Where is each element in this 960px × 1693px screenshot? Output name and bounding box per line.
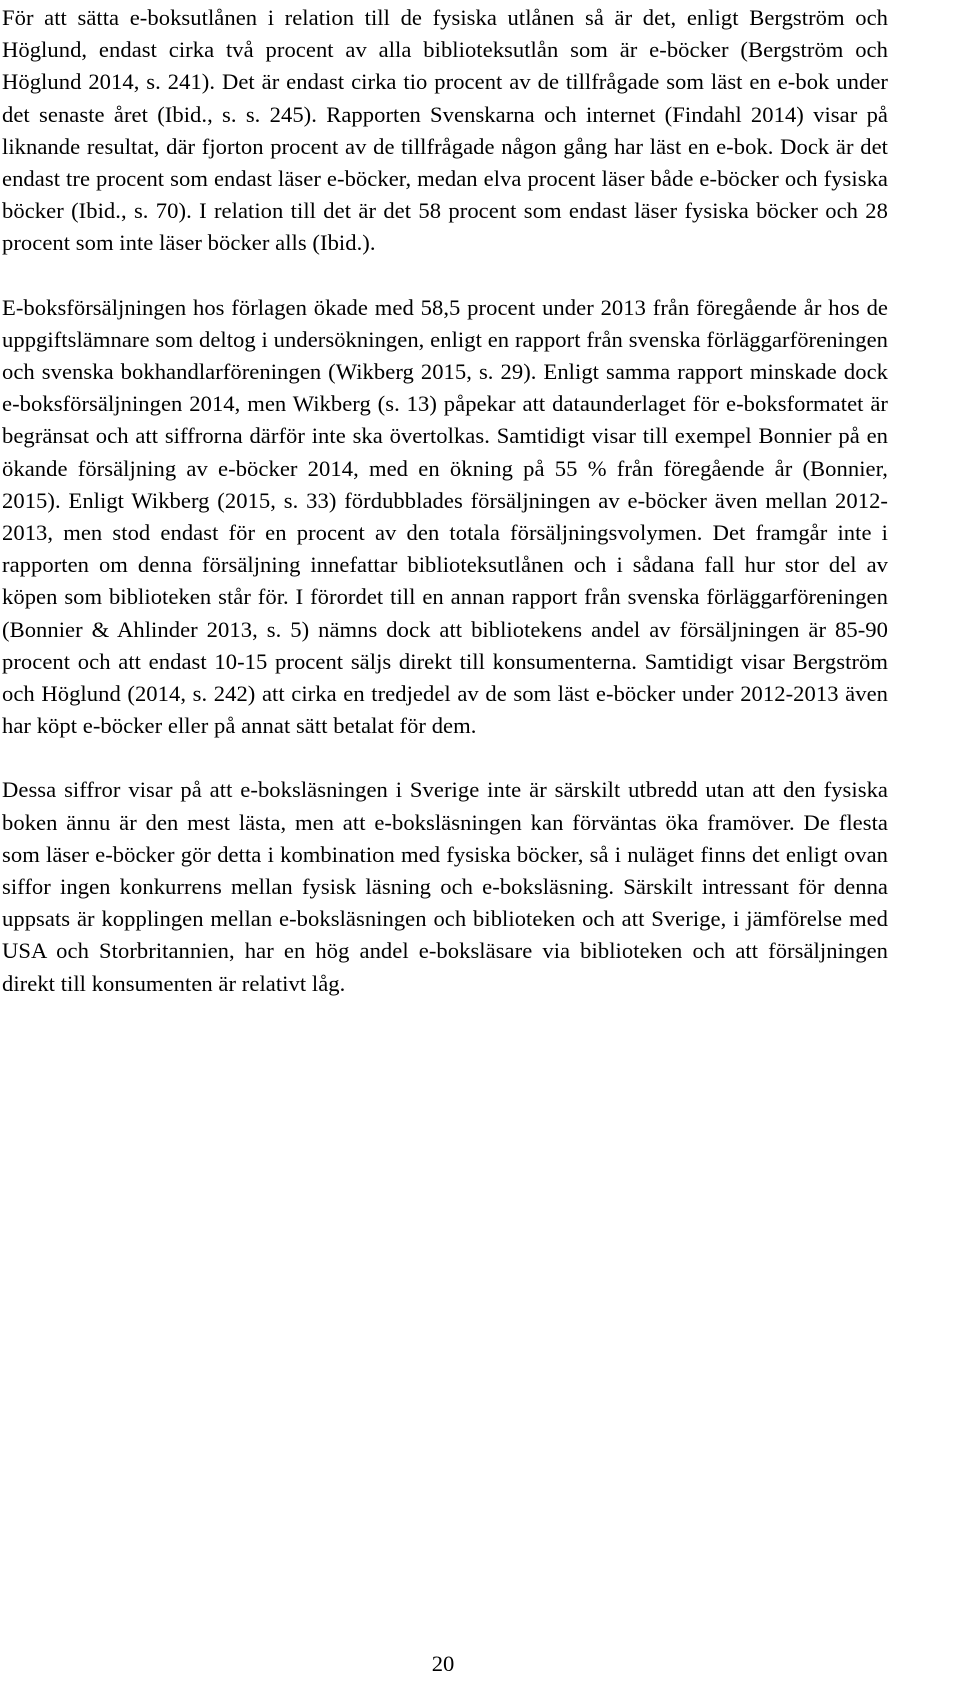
body-text [2,2,888,1000]
paragraph-ebook-lending: För att sätta e-boksutlånen i relation till de fysiska utlånen så är det, enligt Bergström och Höglund, endast cirka två procent av alla biblioteksutlån som är e-böcker (Bergström och Höglund 2014, s. 241). Det är endast cirka tio procent av de tillfrågade som läst en e-bok under det senaste året (Ibid., s. s. 245). Rapporten Svenskarna och internet (Findahl 2014) visar på liknande resultat, där fjorton procent av de tillfrågade någon gång har läst en e-bok. Dock är det endast tre procent som endast läser e-böcker, medan elva procent läser både e-böcker och fysiska böcker (Ibid., s. 70). I relation till det är det 58 procent som endast läser fysiska böcker och 28 procent som inte läser böcker alls (Ibid.). [2,5,888,256]
paragraph-ebook-sales: E-boksförsäljningen hos förlagen ökade med 58,5 procent under 2013 från föregående år hos de uppgiftslämnare som deltog i undersökningen, enligt en rapport från svenska förläggarföreningen och svenska bokhandlarföreningen (Wikberg 2015, s. 29). Enligt samma rapport minskade dock e-boksförsäljningen 2014, men Wikberg (s. 13) påpekar att dataunderlaget för e-boksformatet är begränsat och att siffrorna därför inte ska övertolkas. Samtidigt visar till exempel Bonnier på en ökande försäljning av e-böcker 2014, med en ökning på 55 % från föregående år (Bonnier, 2015). Enligt Wikberg (2015, s. 33) fördubblades försäljningen av e-böcker även mellan 2012-2013, men stod endast för en procent av den totala försäljningsvolymen. Det framgår inte i rapporten om denna försäljning innefattar biblioteksutlånen och i sådana fall hur stor del av köpen som biblioteken står för. I förordet till en annan rapport från svenska förläggarföreningen (Bonnier & Ahlinder 2013, s. 5) nämns dock att bibliotekens andel av försäljningen är 85-90 procent och att endast 10-15 procent säljs direkt till konsumenterna. Samtidigt visar Bergström och Höglund (2014, s. 242) att cirka en tredjedel av de som läst e-böcker under 2012-2013 även har köpt e-böcker eller på annat sätt betalat för dem. [2,294,888,739]
paragraph-conclusion: Dessa siffror visar på att e-boksläsningen i Sverige inte är särskilt utbredd utan att den fysiska boken ännu är den mest lästa, men att e-boksläsningen kan förväntas öka framöver. De flesta som läser e-böcker gör detta i kombination med fysiska böcker, så i nuläget finns det enligt ovan siffor ingen konkurrens mellan fysisk läsning och e-boksläsning. Särskilt intressant för denna uppsats är kopplingen mellan e-boksläsningen och biblioteken och att Sverige, i jämförelse med USA och Storbritannien, har en hög andel e-boksläsare via biblioteken och att försäljningen direkt till konsumenten är relativt låg. [2,777,888,996]
page-number: 20 [431,1651,455,1676]
